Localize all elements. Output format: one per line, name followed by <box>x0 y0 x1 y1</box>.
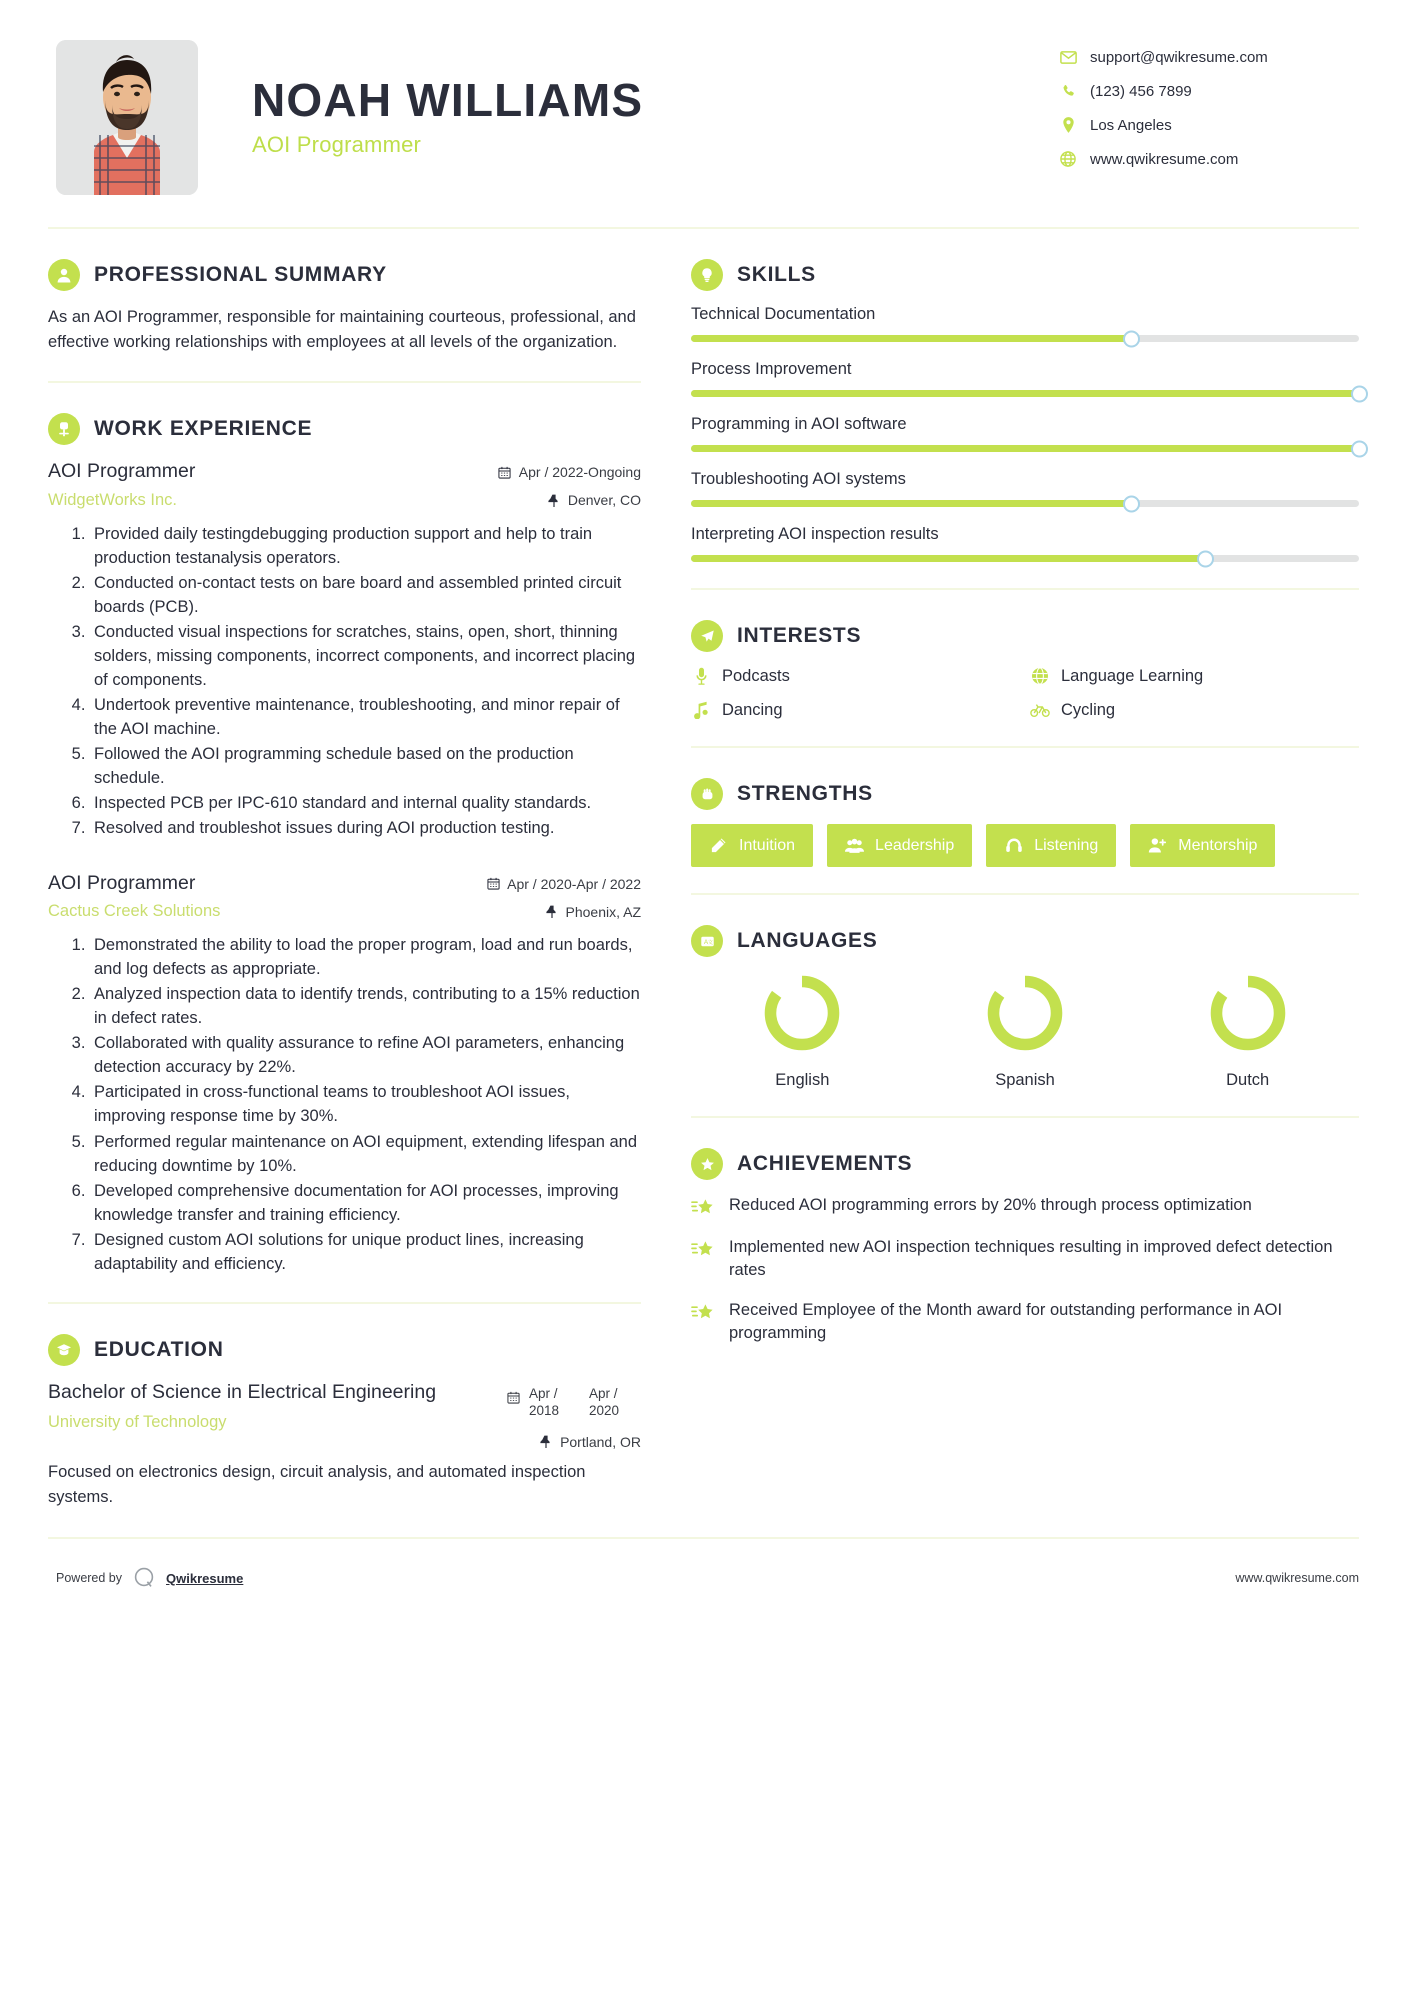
work-entry-left <box>48 459 498 509</box>
left-column <box>48 229 665 1509</box>
achievements-list <box>691 1194 1359 1346</box>
section-header <box>48 259 641 291</box>
skill-label: Troubleshooting AOI systems <box>691 470 906 488</box>
page-title: NOAH WILLIAMS <box>252 74 644 126</box>
skill-bar-fill <box>691 500 1132 507</box>
summary-text: As an AOI Programmer, responsible for maintaining courteous, professional, and effective working relationships with employees at all levels of the organization. <box>48 308 636 352</box>
strength-label: Intuition <box>739 836 796 854</box>
skill-bar-fill <box>691 335 1132 342</box>
work-entry <box>48 871 641 1276</box>
contact-email-text: support@qwikresume.com <box>1090 48 1268 66</box>
work-location-text: Denver, CO <box>567 492 641 509</box>
work-dates-text: Apr / 2020-Apr / 2022 <box>507 875 641 892</box>
calendar-icon <box>486 877 500 891</box>
pushpin-icon <box>547 493 561 507</box>
profile-photo <box>56 40 198 195</box>
education-end-date: Apr / 2020 <box>589 1386 620 1418</box>
education-start-date: Apr / 2018 <box>529 1386 560 1418</box>
section-skills <box>691 259 1359 562</box>
skill-item <box>691 470 1359 507</box>
section-header <box>48 413 641 445</box>
section-header <box>691 259 1359 291</box>
person-circle-icon <box>48 259 80 291</box>
bicycle-icon <box>1030 700 1050 720</box>
work-bullet: 5. Followed the AOI programming schedule based on the production schedule. <box>90 742 641 790</box>
skill-bar-track[interactable] <box>691 390 1359 397</box>
qwikresume-logo-icon <box>131 1565 157 1591</box>
svg-text:文: 文 <box>707 939 713 946</box>
skill-label: Process Improvement <box>691 360 852 378</box>
interest-item <box>1030 700 1359 720</box>
language-progress-ring <box>1206 971 1290 1055</box>
language-progress-ring <box>983 971 1067 1055</box>
fist-icon <box>691 778 723 810</box>
language-progress-ring <box>760 971 844 1055</box>
work-entry-meta <box>498 459 641 508</box>
powered-by-label: Powered by <box>56 1571 123 1586</box>
strength-label: Listening <box>1034 836 1099 854</box>
achievement-item <box>691 1299 1359 1346</box>
work-bullet: 6. Inspected PCB per IPC-610 standard and internal quality standards. <box>90 791 641 815</box>
svg-text:A: A <box>703 939 708 946</box>
contact-location[interactable] <box>1059 116 1359 134</box>
work-entry-header <box>48 459 641 509</box>
work-role: AOI Programmer <box>48 460 196 483</box>
interests-grid <box>691 666 1359 720</box>
interest-label: Podcasts <box>722 666 790 685</box>
achievement-item <box>691 1194 1359 1220</box>
interest-label: Dancing <box>722 700 783 719</box>
contact-phone-text: (123) 456 7899 <box>1090 82 1192 100</box>
language-item <box>914 971 1137 1090</box>
education-entry-left <box>48 1380 436 1432</box>
work-entry <box>48 459 641 840</box>
achievement-text: Implemented new AOI inspection techniques resulting in improved defect detection rates <box>729 1238 1333 1280</box>
headphones-icon <box>1004 836 1023 855</box>
work-bullets <box>48 522 641 841</box>
work-bullet: 6. Developed comprehensive documentation for AOI processes, improving knowledge transfer and training efficiency. <box>90 1179 641 1227</box>
contact-website[interactable] <box>1059 150 1359 168</box>
contact-location-text: Los Angeles <box>1090 116 1172 134</box>
education-description: Focused on electronics design, circuit analysis, and automated inspection systems. <box>48 1462 586 1506</box>
skill-bar-knob[interactable] <box>1351 385 1368 402</box>
strength-chip <box>827 824 972 867</box>
skill-item <box>691 360 1359 397</box>
work-bullet: 3. Conducted visual inspections for scratches, stains, open, short, thinning solders, missing components, incorrect components, and incorrect placing of components. <box>90 620 641 692</box>
magic-wand-icon <box>709 836 728 855</box>
skill-label: Programming in AOI software <box>691 415 907 433</box>
languages-list <box>691 971 1359 1090</box>
work-location <box>486 904 641 920</box>
skill-bar-fill <box>691 445 1359 452</box>
work-location-text: Phoenix, AZ <box>565 903 641 920</box>
resume-footer <box>0 1539 1407 1613</box>
shooting-star-icon <box>691 1196 715 1220</box>
skill-bar-knob[interactable] <box>1123 495 1140 512</box>
education-entry-header <box>48 1380 641 1450</box>
skill-item <box>691 415 1359 452</box>
section-header <box>691 1148 1359 1180</box>
section-divider <box>691 893 1359 895</box>
shooting-star-icon <box>691 1238 715 1262</box>
right-column <box>665 229 1359 1362</box>
education-dates <box>507 1380 641 1420</box>
skill-bar-knob[interactable] <box>1351 440 1368 457</box>
work-bullet: 2. Conducted on-contact tests on bare board and assembled printed circuit boards (PCB). <box>90 571 641 619</box>
section-title: PROFESSIONAL SUMMARY <box>94 263 387 286</box>
interest-label: Cycling <box>1061 700 1116 719</box>
section-title: EDUCATION <box>94 1338 224 1362</box>
skill-label: Interpreting AOI inspection results <box>691 525 939 543</box>
section-divider <box>691 1116 1359 1118</box>
resume-body <box>0 229 1407 1509</box>
work-dates <box>486 876 641 892</box>
section-divider <box>691 588 1359 590</box>
section-divider <box>48 1302 641 1304</box>
education-degree: Bachelor of Science in Electrical Engineering <box>48 1381 437 1404</box>
section-header <box>48 1334 641 1366</box>
users-group-icon <box>845 836 864 855</box>
graduation-cap-icon <box>48 1334 80 1366</box>
music-note-icon <box>691 700 711 720</box>
strength-chip <box>1130 824 1275 867</box>
phone-icon <box>1059 82 1077 100</box>
interest-item <box>691 700 1020 720</box>
strength-label: Leadership <box>875 836 955 854</box>
pushpin-icon <box>539 1435 553 1449</box>
section-title: STRENGTHS <box>737 782 873 805</box>
contact-phone[interactable] <box>1059 82 1359 100</box>
globe-icon <box>1059 150 1077 168</box>
section-title: SKILLS <box>737 263 816 286</box>
microphone-icon <box>691 666 711 686</box>
section-header <box>691 778 1359 810</box>
work-bullet: 3. Collaborated with quality assurance to refine AOI parameters, enhancing detection accuracy by 22%. <box>90 1031 641 1079</box>
work-bullet: 4. Participated in cross-functional teams to troubleshoot AOI issues, improving response time by 30%. <box>90 1080 641 1128</box>
work-dates-text: Apr / 2022-Ongoing <box>518 464 641 481</box>
work-entry-meta <box>486 871 641 920</box>
interest-item <box>691 666 1020 686</box>
pushpin-icon <box>545 905 559 919</box>
section-professional-summary <box>48 259 641 355</box>
education-location-text: Portland, OR <box>560 1433 641 1450</box>
strengths-list <box>691 824 1359 867</box>
section-divider <box>48 381 641 383</box>
language-label: English <box>775 1071 830 1089</box>
work-location <box>498 492 641 508</box>
education-entry <box>48 1380 641 1509</box>
section-header <box>691 925 1359 957</box>
skill-bar-track[interactable] <box>691 445 1359 452</box>
skills-list <box>691 305 1359 562</box>
resume-header <box>0 0 1407 215</box>
footer-url: www.qwikresume.com <box>1235 1571 1359 1586</box>
skill-bar-knob[interactable] <box>1123 330 1140 347</box>
skill-item <box>691 525 1359 562</box>
language-item <box>1136 971 1359 1090</box>
section-title: ACHIEVEMENTS <box>737 1152 913 1175</box>
skill-label: Technical Documentation <box>691 305 876 323</box>
work-bullet: 2. Analyzed inspection data to identify trends, contributing to a 15% reduction in defect rates. <box>90 982 641 1030</box>
skill-item <box>691 305 1359 342</box>
language-label: Spanish <box>995 1071 1055 1089</box>
envelope-icon <box>1059 48 1077 66</box>
achievement-text: Received Employee of the Month award for outstanding performance in AOI programming <box>729 1300 1283 1343</box>
section-header <box>691 620 1359 652</box>
section-strengths <box>691 778 1359 867</box>
work-entry-left <box>48 871 486 921</box>
powered-by-block <box>56 1565 243 1591</box>
contact-website-text: www.qwikresume.com <box>1090 150 1239 168</box>
education-school: University of Technology <box>48 1412 227 1431</box>
work-dates <box>498 464 641 480</box>
paper-plane-icon <box>691 620 723 652</box>
work-entry-header <box>48 871 641 921</box>
skill-bar-knob[interactable] <box>1197 550 1214 567</box>
language-item <box>691 971 914 1090</box>
contact-email[interactable] <box>1059 48 1359 66</box>
office-chair-icon <box>48 413 80 445</box>
work-bullet: 1. Demonstrated the ability to load the proper program, load and run boards, and log defects as appropriate. <box>90 933 641 981</box>
location-pin-icon <box>1059 116 1077 134</box>
section-languages <box>691 925 1359 1090</box>
contact-list <box>1059 40 1359 184</box>
work-bullet: 5. Performed regular maintenance on AOI equipment, extending lifespan and reducing downtime by 10%. <box>90 1130 641 1178</box>
section-education <box>48 1334 641 1509</box>
work-company: Cactus Creek Solutions <box>48 901 221 920</box>
user-plus-icon <box>1148 836 1167 855</box>
section-work-experience <box>48 413 641 1276</box>
section-title: WORK EXPERIENCE <box>94 417 313 441</box>
star-badge-icon <box>691 1148 723 1180</box>
strength-label: Mentorship <box>1178 836 1258 854</box>
education-entry-meta <box>507 1380 641 1450</box>
language-label: Dutch <box>1226 1071 1270 1089</box>
work-bullet: 7. Resolved and troubleshot issues during AOI production testing. <box>90 816 641 840</box>
achievement-text: Reduced AOI programming errors by 20% through process optimization <box>729 1196 1252 1214</box>
name-block <box>198 40 1059 158</box>
interest-item <box>1030 666 1359 686</box>
strength-chip <box>986 824 1116 867</box>
calendar-icon <box>507 1390 521 1404</box>
skill-bar-track[interactable] <box>691 555 1359 562</box>
work-role: AOI Programmer <box>48 871 196 894</box>
work-company: WidgetWorks Inc. <box>48 490 177 509</box>
interest-label: Language Learning <box>1061 666 1204 685</box>
work-bullet: 7. Designed custom AOI solutions for unique product lines, increasing adaptability and efficiency. <box>90 1228 641 1276</box>
section-title: LANGUAGES <box>737 929 878 952</box>
achievement-item <box>691 1236 1359 1283</box>
qwikresume-link[interactable]: Qwikresume <box>166 1570 244 1586</box>
skill-bar-fill <box>691 555 1205 562</box>
work-bullets <box>48 933 641 1276</box>
education-location <box>507 1434 641 1450</box>
strength-chip <box>691 824 813 867</box>
skill-bar-track[interactable] <box>691 500 1359 507</box>
section-achievements <box>691 1148 1359 1346</box>
avatar-illustration <box>56 40 198 195</box>
globe-language-icon <box>1030 666 1050 686</box>
lightbulb-icon <box>691 259 723 291</box>
section-divider <box>691 746 1359 748</box>
work-bullet: 1. Provided daily testingdebugging production support and help to train production testanalysis operators. <box>90 522 641 570</box>
skill-bar-track[interactable] <box>691 335 1359 342</box>
shooting-star-icon <box>691 1301 715 1325</box>
section-title: INTERESTS <box>737 624 862 647</box>
translate-icon <box>691 925 723 957</box>
job-title-subtitle: AOI Programmer <box>252 132 422 158</box>
calendar-icon <box>498 465 512 479</box>
section-interests <box>691 620 1359 720</box>
work-bullet: 4. Undertook preventive maintenance, troubleshooting, and minor repair of the AOI machine. <box>90 693 641 741</box>
skill-bar-fill <box>691 390 1359 397</box>
